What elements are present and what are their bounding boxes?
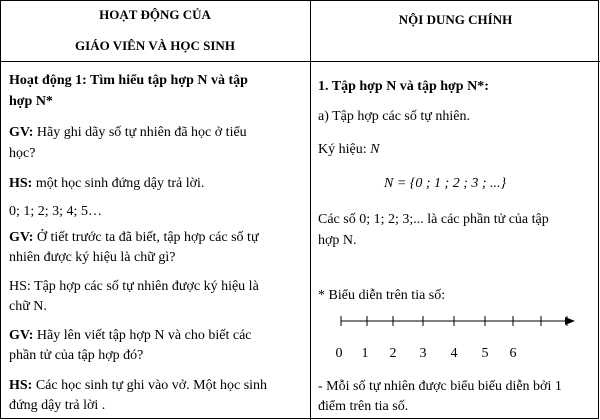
number-line-label: 6 [509,346,517,361]
section-title: 1. Tập hợp N và tập hợp N*: [318,79,489,94]
hs3-line2: đứng dậy trả lời . [9,398,106,413]
note-line1: - Mỗi số tự nhiên được biểu biểu diễn bởi 1 [318,379,562,394]
number-line-label: 1 [361,346,369,361]
number-line [311,306,599,366]
gv1-label: GV: [9,125,34,140]
hs3-text1: Các học sinh tự ghi vào vở. Một học sinh [32,378,268,393]
gv1-text1: Hãy ghi dãy số tự nhiên đã học ở tiểu [33,125,247,140]
header-right: NỘI DUNG CHÍNH [398,12,513,27]
hs1-text: một học sinh đứng dậy trả lời. [32,176,205,191]
gv1-line2: học? [9,146,36,161]
hs2-line1: HS: Tập hợp các số tự nhiên được ký hiệu là [9,279,259,294]
hs1-line [9,175,204,193]
note-line2: điểm trên tia số. [318,399,409,414]
symbol-N: N [370,142,380,157]
gv1-line1 [9,124,247,142]
gv2-line1 [9,229,259,247]
elements-line1: Các số 0; 1; 2; 3;... là các phần tử của tập [318,212,549,227]
symbol-line [318,141,379,159]
gv2-label: GV: [9,230,34,245]
header-divider [0,61,600,62]
header-left-line1: HOẠT ĐỘNG CỦA [99,7,211,22]
item-a: a) Tập hợp các số tự nhiên. [318,109,470,124]
symbol-label: Ký hiệu: [318,142,371,157]
numberline-title: * Biểu diễn trên tia số: [318,288,446,303]
number-line-label: 3 [419,346,427,361]
gv3-line1 [9,327,252,345]
sequence-line: 0; 1; 2; 3; 4; 5… [9,204,102,219]
gv2-line2: nhiên được ký hiệu là chữ gì? [9,250,176,265]
gv2-text1: Ở tiết trước ta đã biết, tập hợp các số tự [33,230,259,245]
gv3-label: GV: [9,328,34,343]
number-line-label: 4 [450,346,458,361]
hs3-line1 [9,377,267,395]
activity-title-line1: Hoạt động 1: Tìm hiểu tập hợp N và tập [9,73,248,88]
activity-title-line2: hợp N* [9,94,53,109]
number-line-label: 0 [335,346,343,361]
elements-line2: hợp N. [318,233,357,248]
set-expression: N = {0 ; 1 ; 2 ; 3 ; ...} [384,176,507,191]
hs3-label: HS: [9,378,33,393]
gv3-text1: Hãy lên viết tập hợp N và cho biết các [33,328,252,343]
hs1-label: HS: [9,176,33,191]
number-line-label: 5 [481,346,489,361]
header-left-line2: GIÁO VIÊN VÀ HỌC SINH [75,38,235,53]
number-line-label: 2 [389,346,397,361]
hs2-line2: chữ N. [9,299,47,314]
gv3-line2: phần tử của tập hợp đó? [9,348,144,363]
